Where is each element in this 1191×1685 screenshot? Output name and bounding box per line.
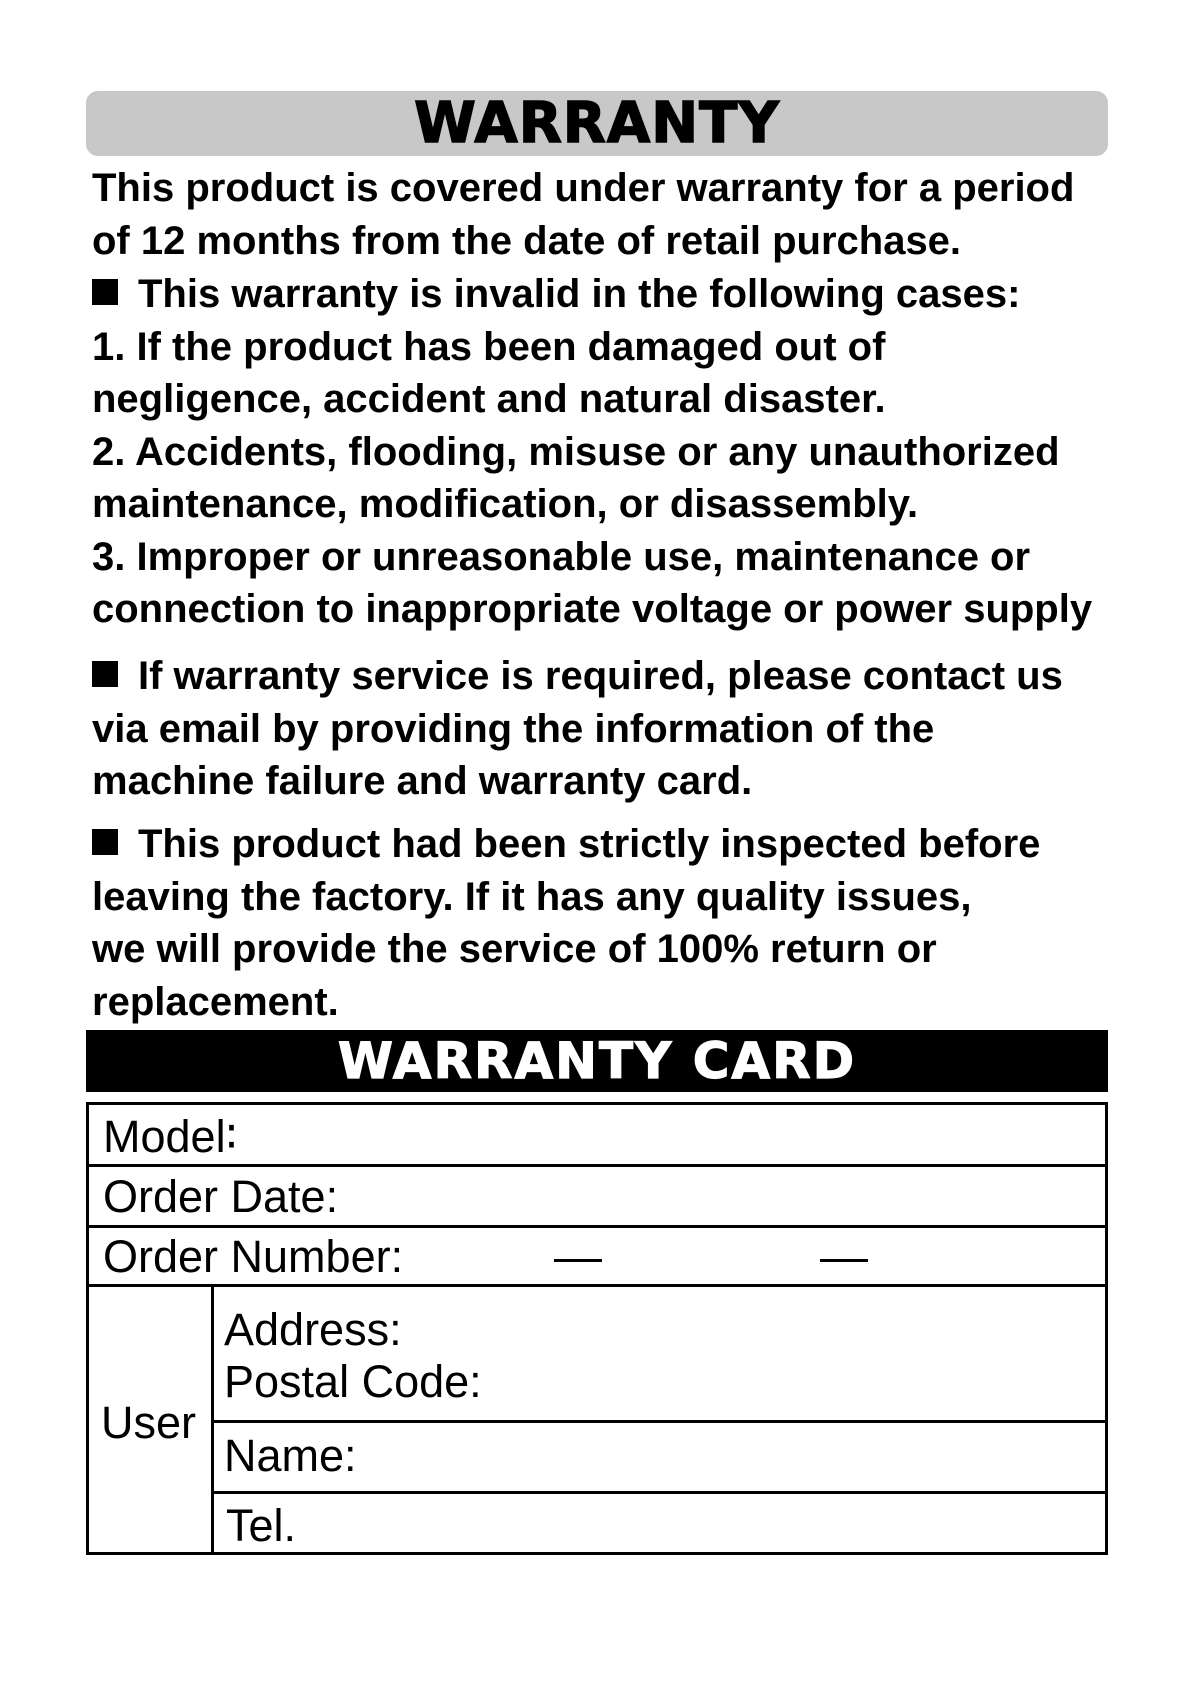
inspection-section: [92, 818, 1122, 1028]
inspection-line-2: leaving the factory. If it has any quality issues,: [92, 874, 972, 919]
tel-row[interactable]: [214, 1494, 1105, 1552]
postal-code-label: Postal Code:: [224, 1356, 482, 1407]
inspection-line-4: replacement.: [92, 979, 339, 1024]
order-date-row[interactable]: [89, 1167, 1105, 1225]
order-number-separator-1: [554, 1259, 602, 1262]
inspection-line-1-text: This product had been strictly inspected before: [138, 822, 1041, 866]
invalid-cases-section: [92, 268, 1122, 636]
warranty-card-title-banner: [86, 1030, 1108, 1092]
inspection-line-1: [92, 818, 1122, 871]
black-square-icon: [92, 279, 118, 305]
case-line-6: connection to inappropriate voltage or power supply: [92, 587, 1093, 631]
case-line-4: maintenance, modification, or disassembly.: [92, 482, 919, 526]
warranty-title-banner: [86, 91, 1108, 156]
warranty-card-title: WARRANTY CARD: [337, 1032, 857, 1090]
order-number-row[interactable]: [89, 1228, 1105, 1284]
order-number-label: Order Number:: [103, 1231, 404, 1282]
inspection-line-3: we will provide the service of 100% return or: [92, 927, 937, 971]
warranty-title: WARRANTY: [414, 91, 780, 156]
name-row[interactable]: [214, 1423, 1105, 1491]
model-row[interactable]: [89, 1105, 1105, 1164]
order-number-separator-2: [820, 1259, 868, 1262]
service-line-2: via email by providing the information of the: [92, 706, 935, 751]
service-section: [92, 650, 1122, 808]
black-square-icon: [92, 829, 118, 855]
case-line-2: negligence, accident and natural disaster.: [92, 377, 886, 421]
warranty-card-table: [86, 1102, 1108, 1555]
order-date-label: Order Date:: [103, 1171, 339, 1222]
service-line-3: machine failure and warranty card.: [92, 759, 753, 803]
model-label: Model∶: [103, 1111, 238, 1162]
address-row[interactable]: [214, 1287, 1105, 1420]
case-line-1: 1. If the product has been damaged out of: [92, 324, 886, 369]
service-line-1-text: If warranty service is required, please contact us: [138, 654, 1063, 698]
black-square-icon: [92, 661, 118, 687]
address-label: Address:: [224, 1304, 402, 1355]
name-label: Name:: [224, 1430, 357, 1481]
intro-line-2: of 12 months from the date of retail purchase.: [92, 218, 962, 263]
invalid-heading: [92, 268, 1122, 321]
intro-line-1: This product is covered under warranty for a period: [92, 166, 1075, 210]
invalid-heading-text: This warranty is invalid in the following cases:: [138, 272, 1021, 316]
user-label: User: [101, 1397, 197, 1448]
tel-label: Tel.: [226, 1500, 297, 1551]
service-line-1: [92, 650, 1122, 703]
case-line-5: 3. Improper or unreasonable use, maintenance or: [92, 534, 1031, 579]
warranty-intro: [92, 162, 1122, 267]
case-line-3: 2. Accidents, flooding, misuse or any unauthorized: [92, 429, 1060, 474]
